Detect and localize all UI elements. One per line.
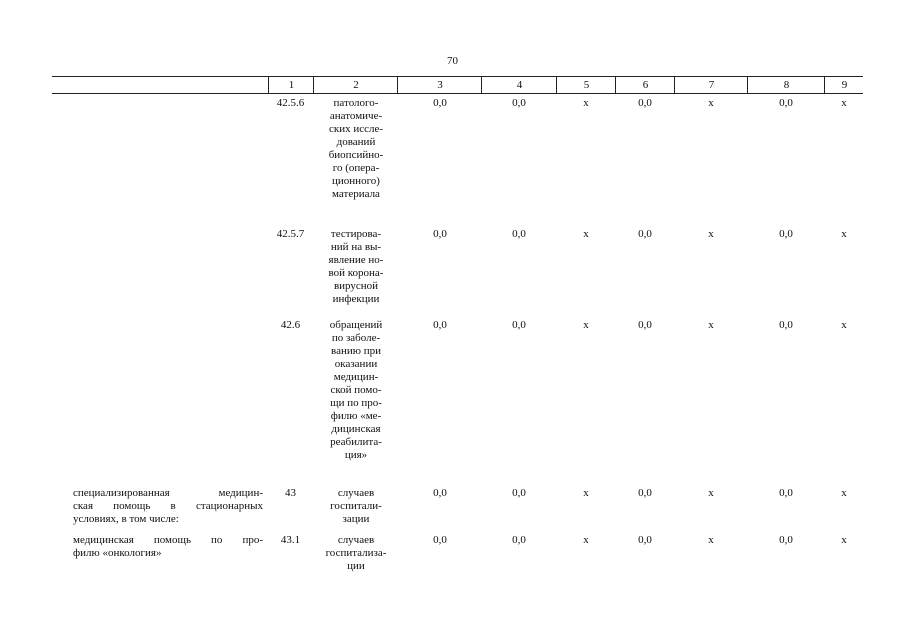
unit-line: инфекции	[332, 293, 380, 305]
row-code: 43	[285, 487, 296, 499]
row-unit	[315, 319, 397, 462]
value-col-4: 0,0	[512, 228, 526, 240]
header-col-9: 9	[824, 77, 864, 93]
value-col-7: x	[708, 228, 714, 240]
value-col-8: 0,0	[779, 487, 793, 499]
unit-line: случаев	[337, 534, 375, 546]
row-code: 43.1	[280, 534, 301, 546]
unit-line: тестирова-	[330, 228, 382, 240]
row-code: 42.5.7	[276, 228, 305, 240]
row-code: 42.6	[280, 319, 301, 331]
description-line: условиях, в том числе:	[73, 513, 179, 525]
value-col-4: 0,0	[512, 97, 526, 109]
value-col-3: 0,0	[433, 97, 447, 109]
value-col-5: x	[583, 97, 589, 109]
row-description	[73, 534, 263, 560]
value-col-3: 0,0	[433, 319, 447, 331]
unit-line: ция»	[344, 449, 368, 461]
unit-line: ции	[347, 560, 365, 572]
value-col-8: 0,0	[779, 534, 793, 546]
value-col-8: 0,0	[779, 319, 793, 331]
value-col-9: x	[841, 319, 847, 331]
value-col-9: x	[841, 534, 847, 546]
value-col-9: x	[841, 487, 847, 499]
unit-line: вой корона-	[328, 267, 384, 279]
row-unit	[315, 534, 397, 573]
value-col-7: x	[708, 487, 714, 499]
unit-line: филю «ме-	[330, 410, 382, 422]
value-col-3: 0,0	[433, 534, 447, 546]
row-unit	[315, 228, 397, 306]
value-col-6: 0,0	[638, 228, 652, 240]
unit-line: явление но-	[328, 254, 384, 266]
unit-line: вирусной	[333, 280, 379, 292]
unit-line: ских иссле-	[328, 123, 384, 135]
value-col-4: 0,0	[512, 319, 526, 331]
description-line: филю «онкология»	[73, 547, 162, 559]
header-col-8: 8	[747, 77, 825, 93]
value-col-3: 0,0	[433, 228, 447, 240]
unit-line: по заболе-	[331, 332, 381, 344]
unit-line: реабилита-	[330, 436, 382, 448]
header-col-5: 5	[556, 77, 616, 93]
value-col-4: 0,0	[512, 487, 526, 499]
unit-line: оказании	[334, 358, 378, 370]
header-col-2: 2	[313, 77, 398, 93]
value-col-6: 0,0	[638, 319, 652, 331]
unit-line: ванию при	[331, 345, 381, 357]
value-col-5: x	[583, 228, 589, 240]
unit-line: случаев	[337, 487, 375, 499]
unit-line: ской помо-	[330, 384, 382, 396]
unit-line: ционного)	[332, 175, 380, 187]
unit-line: материала	[332, 188, 380, 200]
unit-line: обращений	[329, 319, 383, 331]
value-col-6: 0,0	[638, 487, 652, 499]
unit-line: дований	[336, 136, 376, 148]
row-description	[73, 487, 263, 526]
unit-line: медицин-	[333, 371, 379, 383]
unit-line: госпитализа-	[325, 547, 387, 559]
value-col-5: x	[583, 534, 589, 546]
value-col-6: 0,0	[638, 534, 652, 546]
description-line: специализированная медицин-	[73, 487, 263, 499]
row-unit	[315, 487, 397, 526]
header-col-3: 3	[397, 77, 482, 93]
unit-line: го (опера-	[332, 162, 380, 174]
value-col-8: 0,0	[779, 228, 793, 240]
value-col-7: x	[708, 534, 714, 546]
row-code: 42.5.6	[276, 97, 305, 109]
unit-line: зации	[342, 513, 370, 525]
unit-line: биопсийно-	[328, 149, 384, 161]
row-unit	[315, 97, 397, 201]
value-col-9: x	[841, 228, 847, 240]
header-col-6: 6	[615, 77, 675, 93]
header-col-4: 4	[481, 77, 557, 93]
value-col-3: 0,0	[433, 487, 447, 499]
page-number: 70	[447, 55, 458, 67]
value-col-7: x	[708, 319, 714, 331]
value-col-8: 0,0	[779, 97, 793, 109]
unit-line: щи по про-	[330, 397, 382, 409]
value-col-4: 0,0	[512, 534, 526, 546]
value-col-5: x	[583, 487, 589, 499]
unit-line: ний на вы-	[330, 241, 382, 253]
value-col-6: 0,0	[638, 97, 652, 109]
header-col-7: 7	[674, 77, 748, 93]
unit-line: дицинская	[331, 423, 381, 435]
description-line: медицинская помощь по про-	[73, 534, 263, 546]
value-col-5: x	[583, 319, 589, 331]
value-col-7: x	[708, 97, 714, 109]
value-col-9: x	[841, 97, 847, 109]
description-line: ская помощь в стационарных	[73, 500, 263, 512]
header-col-1: 1	[268, 77, 314, 93]
table-header	[52, 76, 863, 94]
unit-line: патолого-	[333, 97, 379, 109]
unit-line: анатомиче-	[329, 110, 383, 122]
unit-line: госпитали-	[330, 500, 382, 512]
